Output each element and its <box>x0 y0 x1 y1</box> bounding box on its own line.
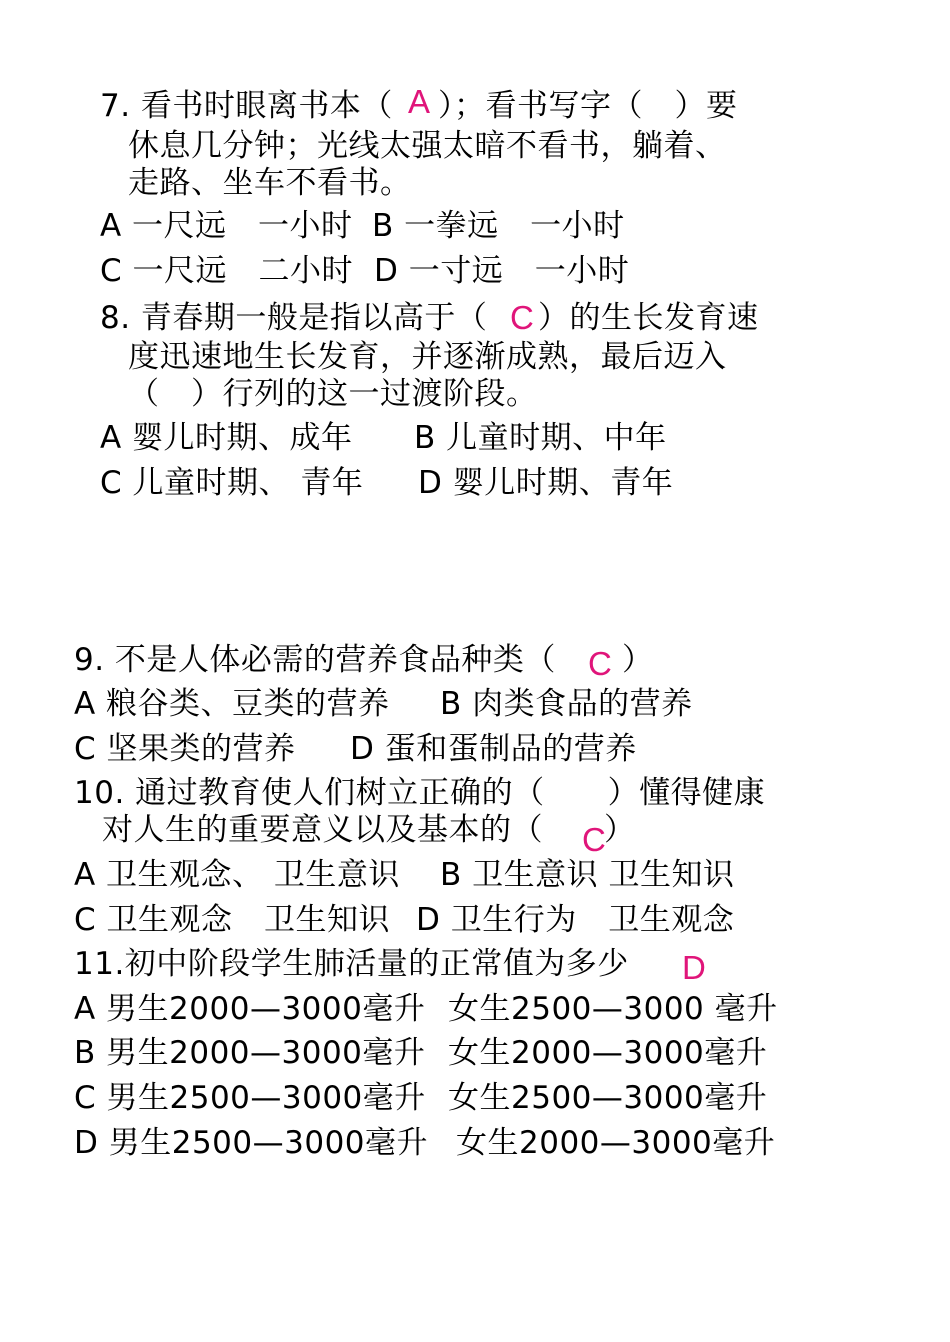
q7-option-b: B 一拳远 一小时 <box>372 208 625 244</box>
q11-option-c-girls: 女生2500—3000毫升 <box>448 1080 768 1116</box>
q11-option-d-girls: 女生2000—3000毫升 <box>456 1125 776 1161</box>
q8-answer: C <box>510 299 534 336</box>
q7-line-1a: 7. 看书时眼离书本（ <box>100 88 393 124</box>
q10-option-d: D 卫生行为 卫生观念 <box>416 902 735 938</box>
q10-answer: C <box>582 821 606 858</box>
q7-option-c: C 一尺远 二小时 <box>100 253 353 289</box>
q10-line-2b: ） <box>604 812 636 848</box>
q10-line-2a: 对人生的重要意义以及基本的（ <box>102 812 543 848</box>
q10-option-c: C 卫生观念 卫生知识 <box>74 902 390 938</box>
q7-line-1b: ）；看书写字（ ）要 <box>438 88 738 124</box>
q11-line-1: 11.初中阶段学生肺活量的正常值为多少 <box>74 946 629 982</box>
q7-answer: A <box>408 83 431 120</box>
q10-line-1: 10. 通过教育使人们树立正确的（ ）懂得健康 <box>74 775 766 811</box>
q9-line-1b: ） <box>622 642 654 678</box>
q11-option-b-boys: B 男生2000—3000毫升 <box>74 1035 426 1071</box>
q8-line-2: 度迅速地生长发育，并逐渐成熟，最后迈入 <box>128 339 727 375</box>
q8-option-b: B 儿童时期、中年 <box>414 420 667 456</box>
q8-option-a: A 婴儿时期、成年 <box>100 420 353 456</box>
q8-line-3: （ ）行列的这一过渡阶段。 <box>128 376 538 412</box>
q10-option-b: B 卫生意识 卫生知识 <box>440 857 735 893</box>
q7-option-d: D 一寸远 一小时 <box>374 253 630 289</box>
q9-answer: C <box>588 645 612 682</box>
q8-line-1b: ）的生长发育速 <box>538 300 759 336</box>
q10-option-a: A 卫生观念、 卫生意识 <box>74 857 400 893</box>
q7-line-3: 走路、坐车不看书。 <box>128 165 412 201</box>
q9-line-1a: 9. 不是人体必需的营养食品种类（ <box>74 642 556 678</box>
q7-option-a: A 一尺远 一小时 <box>100 208 353 244</box>
q11-option-a-boys: A 男生2000—3000毫升 <box>74 991 426 1027</box>
q8-line-1a: 8. 青春期一般是指以高于（ <box>100 300 488 336</box>
q11-option-c-boys: C 男生2500—3000毫升 <box>74 1080 426 1116</box>
q8-option-c: C 儿童时期、 青年 <box>100 465 364 501</box>
q11-option-d-boys: D 男生2500—3000毫升 <box>74 1125 429 1161</box>
q11-answer: D <box>682 949 706 986</box>
q11-option-a-girls: 女生2500—3000 毫升 <box>448 991 778 1027</box>
q11-option-b-girls: 女生2000—3000毫升 <box>448 1035 768 1071</box>
q8-option-d: D 婴儿时期、青年 <box>418 465 674 501</box>
q9-option-c: C 坚果类的营养 <box>74 731 296 767</box>
q9-option-b: B 肉类食品的营养 <box>440 686 693 722</box>
q9-option-d: D 蛋和蛋制品的营养 <box>350 731 637 767</box>
q9-option-a: A 粮谷类、豆类的营养 <box>74 686 390 722</box>
q7-line-2: 休息几分钟；光线太强太暗不看书，躺着、 <box>128 128 727 164</box>
